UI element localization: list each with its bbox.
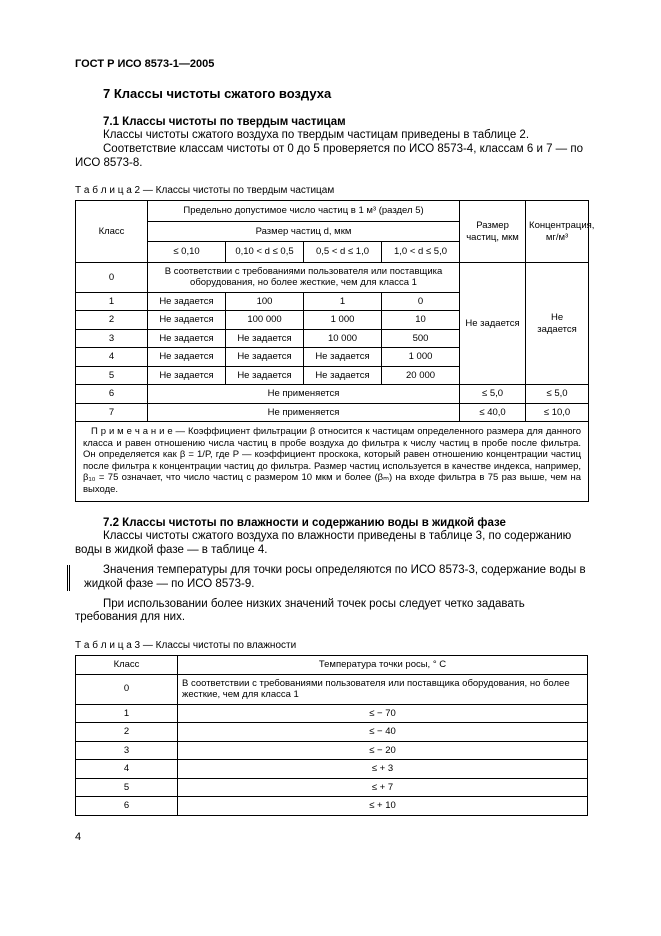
class-cell: 2 (76, 723, 178, 742)
value-cell: ≤ − 70 (178, 704, 588, 723)
class-cell: 1 (76, 292, 148, 311)
table2-caption: Т а б л и ц а 2 — Классы чистоты по твердым частицам (75, 185, 335, 197)
value-cell: 20 000 (382, 366, 460, 385)
value-cell: Не задается (148, 311, 226, 330)
class-cell: 2 (76, 311, 148, 330)
table3-row-class-5 (76, 778, 588, 797)
table2-note: П р и м е ч а н и е — Коэффициент фильтрации β относится к частицам определенного размера для данного класса и равен отношению числа частиц в пробе воздуха до фильтра к числу частиц в пробе после фильтра. Он определяется как β = 1/P, где P — коэффициент проскока, который равен отношению концентрации частиц после фильтра к концентрации частиц до фильтра. Размер частиц используется в качестве индекса, например, β₁₀ = 75 означает, что число частиц с размером 10 мкм и более (βₘ) на входе фильтра в 75 раз выше, чем на выходе. (76, 422, 589, 502)
value-cell: Не задается (226, 348, 304, 367)
table2-range-4: 1,0 < d ≤ 5,0 (382, 242, 460, 263)
class-cell: 5 (76, 778, 178, 797)
value-cell: Не задается (226, 366, 304, 385)
value-cell: В соответствии с требованиями пользователя или поставщика оборудования, но более жесткие, чем для класса 1 (148, 262, 460, 292)
section-7-2-title: 7.2 Классы чистоты по влажности и содержанию воды в жидкой фазе (103, 517, 506, 530)
table3-header-row (76, 656, 588, 675)
concentration-cell: ≤ 10,0 (526, 403, 589, 422)
table2-row-class-0 (76, 262, 589, 292)
value-cell: Не применяется (148, 385, 460, 404)
table3-humidity-classes (75, 655, 588, 816)
class-cell: 5 (76, 366, 148, 385)
class-cell: 6 (76, 385, 148, 404)
class-cell: 4 (76, 760, 178, 779)
table2-note-row (76, 422, 589, 502)
value-cell: 100 000 (226, 311, 304, 330)
table2-row-class-7 (76, 403, 589, 422)
table3-caption: Т а б л и ц а 3 — Классы чистоты по влажности (75, 640, 297, 652)
value-cell: 10 (382, 311, 460, 330)
value-cell: ≤ + 7 (178, 778, 588, 797)
value-cell: 500 (382, 329, 460, 348)
value-cell: 100 (226, 292, 304, 311)
value-cell: 1 000 (304, 311, 382, 330)
class-cell: 6 (76, 797, 178, 816)
table2-row-class-6 (76, 385, 589, 404)
table3-col-class: Класс (76, 656, 178, 675)
class-cell: 3 (76, 329, 148, 348)
table2-col-concentration: Концентрация, мг/м³ (526, 201, 589, 263)
paragraph-7-2-3: При использовании более низких значений точек росы следует четко задавать требования для них. (75, 597, 525, 624)
value-cell: Не задается (226, 329, 304, 348)
paragraph-7-1-2: Соответствие классам чистоты от 0 до 5 проверяется по ИСО 8573-4, классам 6 и 7 — по ИСО 8573-8. (75, 142, 583, 169)
value-cell: Не задается (148, 292, 226, 311)
table3-row-class-4 (76, 760, 588, 779)
table2-col-size-d: Размер частиц d, мкм (148, 221, 460, 242)
table2-range-2: 0,10 < d ≤ 0,5 (226, 242, 304, 263)
section-7-title: 7 Классы чистоты сжатого воздуха (103, 86, 332, 101)
value-cell: Не задается (148, 348, 226, 367)
class-cell: 1 (76, 704, 178, 723)
table2-col-limit: Предельно допустимое число частиц в 1 м³ (раздел 5) (148, 201, 460, 222)
table3-row-class-3 (76, 741, 588, 760)
table2-particle-classes (75, 200, 595, 502)
table2-col-class: Класс (76, 201, 148, 263)
paragraph-7-2-2-text: Значения температуры для точки росы определяются по ИСО 8573-3, содержание воды в жидкой фазе — по ИСО 8573-9. (84, 563, 586, 590)
class-cell: 4 (76, 348, 148, 367)
paragraph-7-2-2 (84, 564, 588, 592)
value-cell: Не задается (148, 329, 226, 348)
value-cell: ≤ − 20 (178, 741, 588, 760)
value-cell: 1 000 (382, 348, 460, 367)
value-cell: 10 000 (304, 329, 382, 348)
value-cell: В соответствии с требованиями пользователя или поставщика оборудования, но более жесткие, чем для класса 1 (178, 674, 588, 704)
table3-row-class-0 (76, 674, 588, 704)
table3-col-dewpoint: Температура точки росы, ° С (178, 656, 588, 675)
size-cell: ≤ 40,0 (460, 403, 526, 422)
class-cell: 0 (76, 262, 148, 292)
table2-range-1: ≤ 0,10 (148, 242, 226, 263)
value-cell: ≤ + 3 (178, 760, 588, 779)
class-cell: 0 (76, 674, 178, 704)
value-cell: Не задается (148, 366, 226, 385)
page-number: 4 (75, 830, 82, 843)
table3-row-class-1 (76, 704, 588, 723)
paragraph-7-2-1: Классы чистоты сжатого воздуха по влажности приведены в таблице 3, по содержанию воды в жидкой фазе — в таблице 4. (75, 530, 572, 557)
size-cell: ≤ 5,0 (460, 385, 526, 404)
table2-header-row-1 (76, 201, 589, 222)
class-cell: 7 (76, 403, 148, 422)
table3-row-class-6 (76, 797, 588, 816)
concentration-cell: ≤ 5,0 (526, 385, 589, 404)
value-cell: ≤ − 40 (178, 723, 588, 742)
value-cell: Не применяется (148, 403, 460, 422)
value-cell: Не задается (304, 366, 382, 385)
paragraph-7-1-1: Классы чистоты сжатого воздуха по твердым частицам приведены в таблице 2. (103, 129, 530, 141)
value-cell: 1 (304, 292, 382, 311)
change-marker (67, 565, 70, 591)
value-cell: Не задается (304, 348, 382, 367)
class-cell: 3 (76, 741, 178, 760)
table3-row-class-2 (76, 723, 588, 742)
section-7-1-title: 7.1 Классы чистоты по твердым частицам (103, 116, 346, 128)
table2-col-size: Размер частиц, мкм (460, 201, 526, 263)
merged-concentration-cell: Не задается (526, 262, 589, 385)
document-header: ГОСТ Р ИСО 8573-1—2005 (75, 58, 215, 70)
value-cell: 0 (382, 292, 460, 311)
merged-size-cell: Не задается (460, 262, 526, 385)
value-cell: ≤ + 10 (178, 797, 588, 816)
table2-range-3: 0,5 < d ≤ 1,0 (304, 242, 382, 263)
